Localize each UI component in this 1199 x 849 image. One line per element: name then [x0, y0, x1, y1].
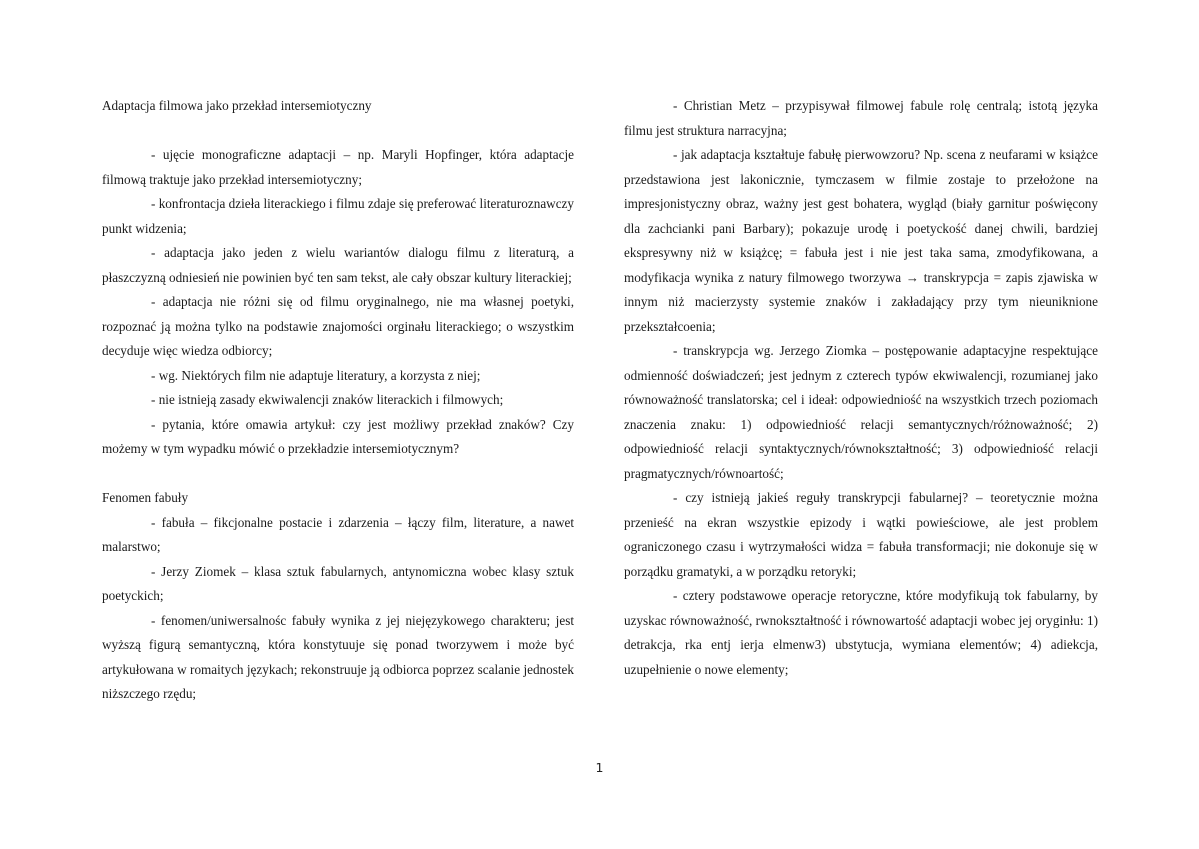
paragraph: - cztery podstawowe operacje retoryczne, które modyfikują tok fabularny, by uzyskac równoważność, rwnokształtność i równowartość adaptacji wobec jej oryginłu: 1) detrakcja, rka entj ierja elmenw3) ubstytucja, wymiana elementów; 4) adiekcja, uzupełnienie o nowe elementy; — [624, 588, 1098, 677]
paragraph: - jak adaptacja kształtuje fabułę pierwowzoru? Np. scena z neufarami w książce przedstawiona jest lakonicznie, tymczasem w filmie zostaje to przełożone na impresjonistyczny obraz, ważny jest gest bohatera, wygląd (biały garnitur poświęcony dla zachcianki pani Barbary); pokazuje urodę i poetyckość danej chwili, bardziej ekspresywny niż w książcę; = fabuła jest i nie jest taka sama, zmodyfikowana, a modyfikacja wynika z natury filmowego tworzywa → transkrypcja = zapis zjawiska w innym niż macierzysty systemie znaków i zakładający przy tym nieuniknione przekształcoenia; — [624, 147, 1098, 334]
left-column — [102, 94, 574, 707]
right-column — [624, 94, 1098, 682]
paragraph: - Jerzy Ziomek – klasa sztuk fabularnych, antynomiczna wobec klasy sztuk poetyckich; — [102, 563, 574, 603]
paragraph: - Christian Metz – przypisywał filmowej fabule rolę centralą; istotą języka filmu jest struktura narracyjna; — [624, 98, 1098, 138]
paragraph: - ujęcie monograficzne adaptacji – np. Maryli Hopfinger, która adaptacje filmową traktuje jako przekład intersemiotyczny; — [102, 147, 574, 187]
paragraph: - pytania, które omawia artykuł: czy jest możliwy przekład znaków? Czy możemy w tym wypadku mówić o przekładzie intersemiotycznym? — [102, 416, 574, 456]
paragraph: - fabuła – fikcjonalne postacie i zdarzenia – łączy film, literature, a nawet malarstwo; — [102, 514, 574, 554]
paragraph: - konfrontacja dzieła literackiego i filmu zdaje się preferować literaturoznawczy punkt widzenia; — [102, 196, 574, 236]
page-number: 1 — [595, 760, 604, 775]
paragraph: - transkrypcja wg. Jerzego Ziomka – postępowanie adaptacyjne respektujące odmienność doświadczeń; jest jednym z czterech typów ekwiwalencji, rozumianej jako równoważność translatorska; cel i ideał: odpowiedniość na wszystkich trzech poziomach znaczenia znaku: 1) odpowiedniość relacji semantycznych/różnoważność; 2) odpowiedniość relacji syntaktycznych/równokształtność; 3) odpowiedniość relacji pragmatycznych/równoartość; — [624, 343, 1098, 481]
paragraph: - adaptacja nie różni się od filmu oryginalnego, nie ma własnej poetyki, rozpoznać ją można tylko na podstawie znajomości orginału literackiego; o wszystkim decyduje więc wiedza odbiorcy; — [102, 294, 574, 358]
paragraph: - nie istnieją zasady ekwiwalencji znaków literackich i filmowych; — [151, 392, 504, 407]
paragraph: - czy istnieją jakieś reguły transkrypcji fabularnej? – teoretycznie można przenieść na ekran wszystkie epizody i wątki powieściowe, ale jest problem ograniczonego czasu i wytrzymałości widza = fabuła transformacji; nie dokonuje się w porządku gramatyki, a w porządku retoryki; — [624, 490, 1098, 579]
paragraph: - adaptacja jako jeden z wielu wariantów dialogu filmu z literaturą, a płaszczyzną odniesień nie powinien być ten sam tekst, ale cały obszar kultury literackiej; — [102, 245, 574, 285]
section-title-adaptation: Adaptacja filmowa jako przekład intersemiotyczny — [102, 98, 372, 113]
paragraph: - fenomen/uniwersalnośc fabuły wynika z jej niejęzykowego charakteru; jest wyższą figurą semantyczną, która konstytuuje się ponad tworzywem i może być artykułowana w romaitych językach; rekonstruuje ją odbiorca poprzez scalanie jednostek niższczego rzędu; — [102, 612, 574, 701]
paragraph: - wg. Niektórych film nie adaptuje literatury, a korzysta z niej; — [151, 367, 481, 383]
section-title-fabula: Fenomen fabuły — [102, 490, 189, 505]
